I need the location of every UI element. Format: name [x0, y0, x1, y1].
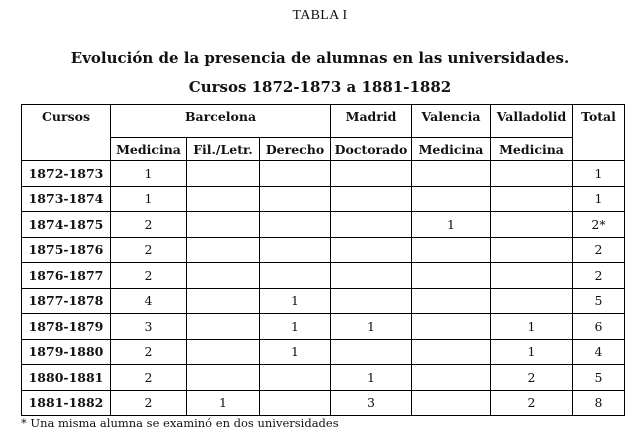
table-cell — [187, 212, 260, 238]
table-cell — [331, 288, 412, 314]
table-cell — [491, 288, 573, 314]
table-row — [22, 263, 625, 289]
table-cell: 2 — [111, 339, 187, 365]
table-cell: 1 — [412, 212, 491, 238]
table-cell — [331, 237, 412, 263]
table-cell: 3 — [111, 314, 187, 340]
table-cell: 1 — [491, 314, 573, 340]
table-cell: 5 — [573, 288, 625, 314]
table-cell: 4 — [573, 339, 625, 365]
table-cell — [491, 237, 573, 263]
table-cell: 1 — [573, 186, 625, 212]
table-cell — [331, 263, 412, 289]
table-cell: 8 — [573, 390, 625, 416]
table-cell: 1 — [491, 339, 573, 365]
table-cell — [491, 161, 573, 187]
table-cell: 2 — [491, 365, 573, 391]
header-total: Total — [573, 105, 625, 161]
header-row-top — [22, 105, 625, 138]
table-cell — [412, 288, 491, 314]
table-cell: 4 — [111, 288, 187, 314]
table-cell: 2 — [111, 212, 187, 238]
row-course-label: 1876-1877 — [22, 263, 111, 289]
table-cell: 2 — [111, 390, 187, 416]
table-cell: 1 — [260, 314, 331, 340]
table-cell: 1 — [331, 365, 412, 391]
table-cell — [260, 390, 331, 416]
table-cell: 1 — [331, 314, 412, 340]
table-row — [22, 314, 625, 340]
table-cell: 1 — [260, 288, 331, 314]
table-title: Evolución de la presencia de alumnas en las universidades. — [70, 49, 570, 67]
subheader-cell: Medicina — [412, 138, 491, 161]
row-course-label: 1872-1873 — [22, 161, 111, 187]
table-cell — [260, 186, 331, 212]
table-row — [22, 339, 625, 365]
table-cell: 1 — [111, 186, 187, 212]
table-cell — [331, 339, 412, 365]
table-cell — [331, 186, 412, 212]
row-course-label: 1879-1880 — [22, 339, 111, 365]
table-cell: 2* — [573, 212, 625, 238]
table-cell: 1 — [260, 339, 331, 365]
row-course-label: 1878-1879 — [22, 314, 111, 340]
table-cell — [187, 314, 260, 340]
table-row — [22, 237, 625, 263]
table-cell — [260, 161, 331, 187]
table-cell — [412, 237, 491, 263]
table-cell — [412, 161, 491, 187]
enrollment-table — [21, 104, 625, 416]
row-course-label: 1877-1878 — [22, 288, 111, 314]
table-row — [22, 161, 625, 187]
table-body — [22, 161, 625, 416]
table-subtitle: Cursos 1872-1873 a 1881-1882 — [188, 78, 452, 96]
table-cell — [491, 186, 573, 212]
table-cell — [187, 186, 260, 212]
table-cell — [260, 263, 331, 289]
header-valencia: Valencia — [412, 105, 491, 138]
table-cell — [260, 365, 331, 391]
header-barcelona: Barcelona — [111, 105, 331, 138]
row-course-label: 1874-1875 — [22, 212, 111, 238]
table-cell: 3 — [331, 390, 412, 416]
table-row — [22, 212, 625, 238]
table-cell — [187, 263, 260, 289]
subheader-cell: Medicina — [111, 138, 187, 161]
table-cell — [187, 339, 260, 365]
table-cell: 5 — [573, 365, 625, 391]
table-cell — [331, 212, 412, 238]
table-cell — [187, 288, 260, 314]
table-cell — [331, 161, 412, 187]
table-cell — [412, 365, 491, 391]
header-madrid: Madrid — [331, 105, 412, 138]
subheader-cell: Medicina — [491, 138, 573, 161]
table-row — [22, 365, 625, 391]
table-cell: 2 — [573, 263, 625, 289]
row-course-label: 1873-1874 — [22, 186, 111, 212]
footnote: * Una misma alumna se examinó en dos universidades — [21, 416, 339, 430]
table-cell: 2 — [491, 390, 573, 416]
table-cell — [187, 237, 260, 263]
table-cell: 2 — [573, 237, 625, 263]
table-cell — [412, 314, 491, 340]
table-cell — [260, 212, 331, 238]
header-cursos: Cursos — [22, 105, 111, 161]
row-course-label: 1875-1876 — [22, 237, 111, 263]
header-valladolid: Valladolid — [491, 105, 573, 138]
table-cell: 1 — [573, 161, 625, 187]
table-row — [22, 186, 625, 212]
table-cell — [491, 212, 573, 238]
table-cell: 1 — [187, 390, 260, 416]
table-cell: 2 — [111, 263, 187, 289]
table-cell: 2 — [111, 365, 187, 391]
table-cell: 6 — [573, 314, 625, 340]
subheader-cell: Doctorado — [331, 138, 412, 161]
table-label: TABLA I — [292, 8, 348, 23]
table-cell — [187, 161, 260, 187]
table-row — [22, 390, 625, 416]
table-cell — [491, 263, 573, 289]
subheader-cell: Derecho — [260, 138, 331, 161]
table-cell — [412, 263, 491, 289]
table-row — [22, 288, 625, 314]
table-cell — [412, 390, 491, 416]
header-row-sub — [22, 138, 625, 161]
table-cell — [187, 365, 260, 391]
row-course-label: 1880-1881 — [22, 365, 111, 391]
subheader-cell: Fil./Letr. — [187, 138, 260, 161]
table-cell — [412, 186, 491, 212]
table-cell: 2 — [111, 237, 187, 263]
table-cell — [260, 237, 331, 263]
table-cell: 1 — [111, 161, 187, 187]
row-course-label: 1881-1882 — [22, 390, 111, 416]
table-cell — [412, 339, 491, 365]
